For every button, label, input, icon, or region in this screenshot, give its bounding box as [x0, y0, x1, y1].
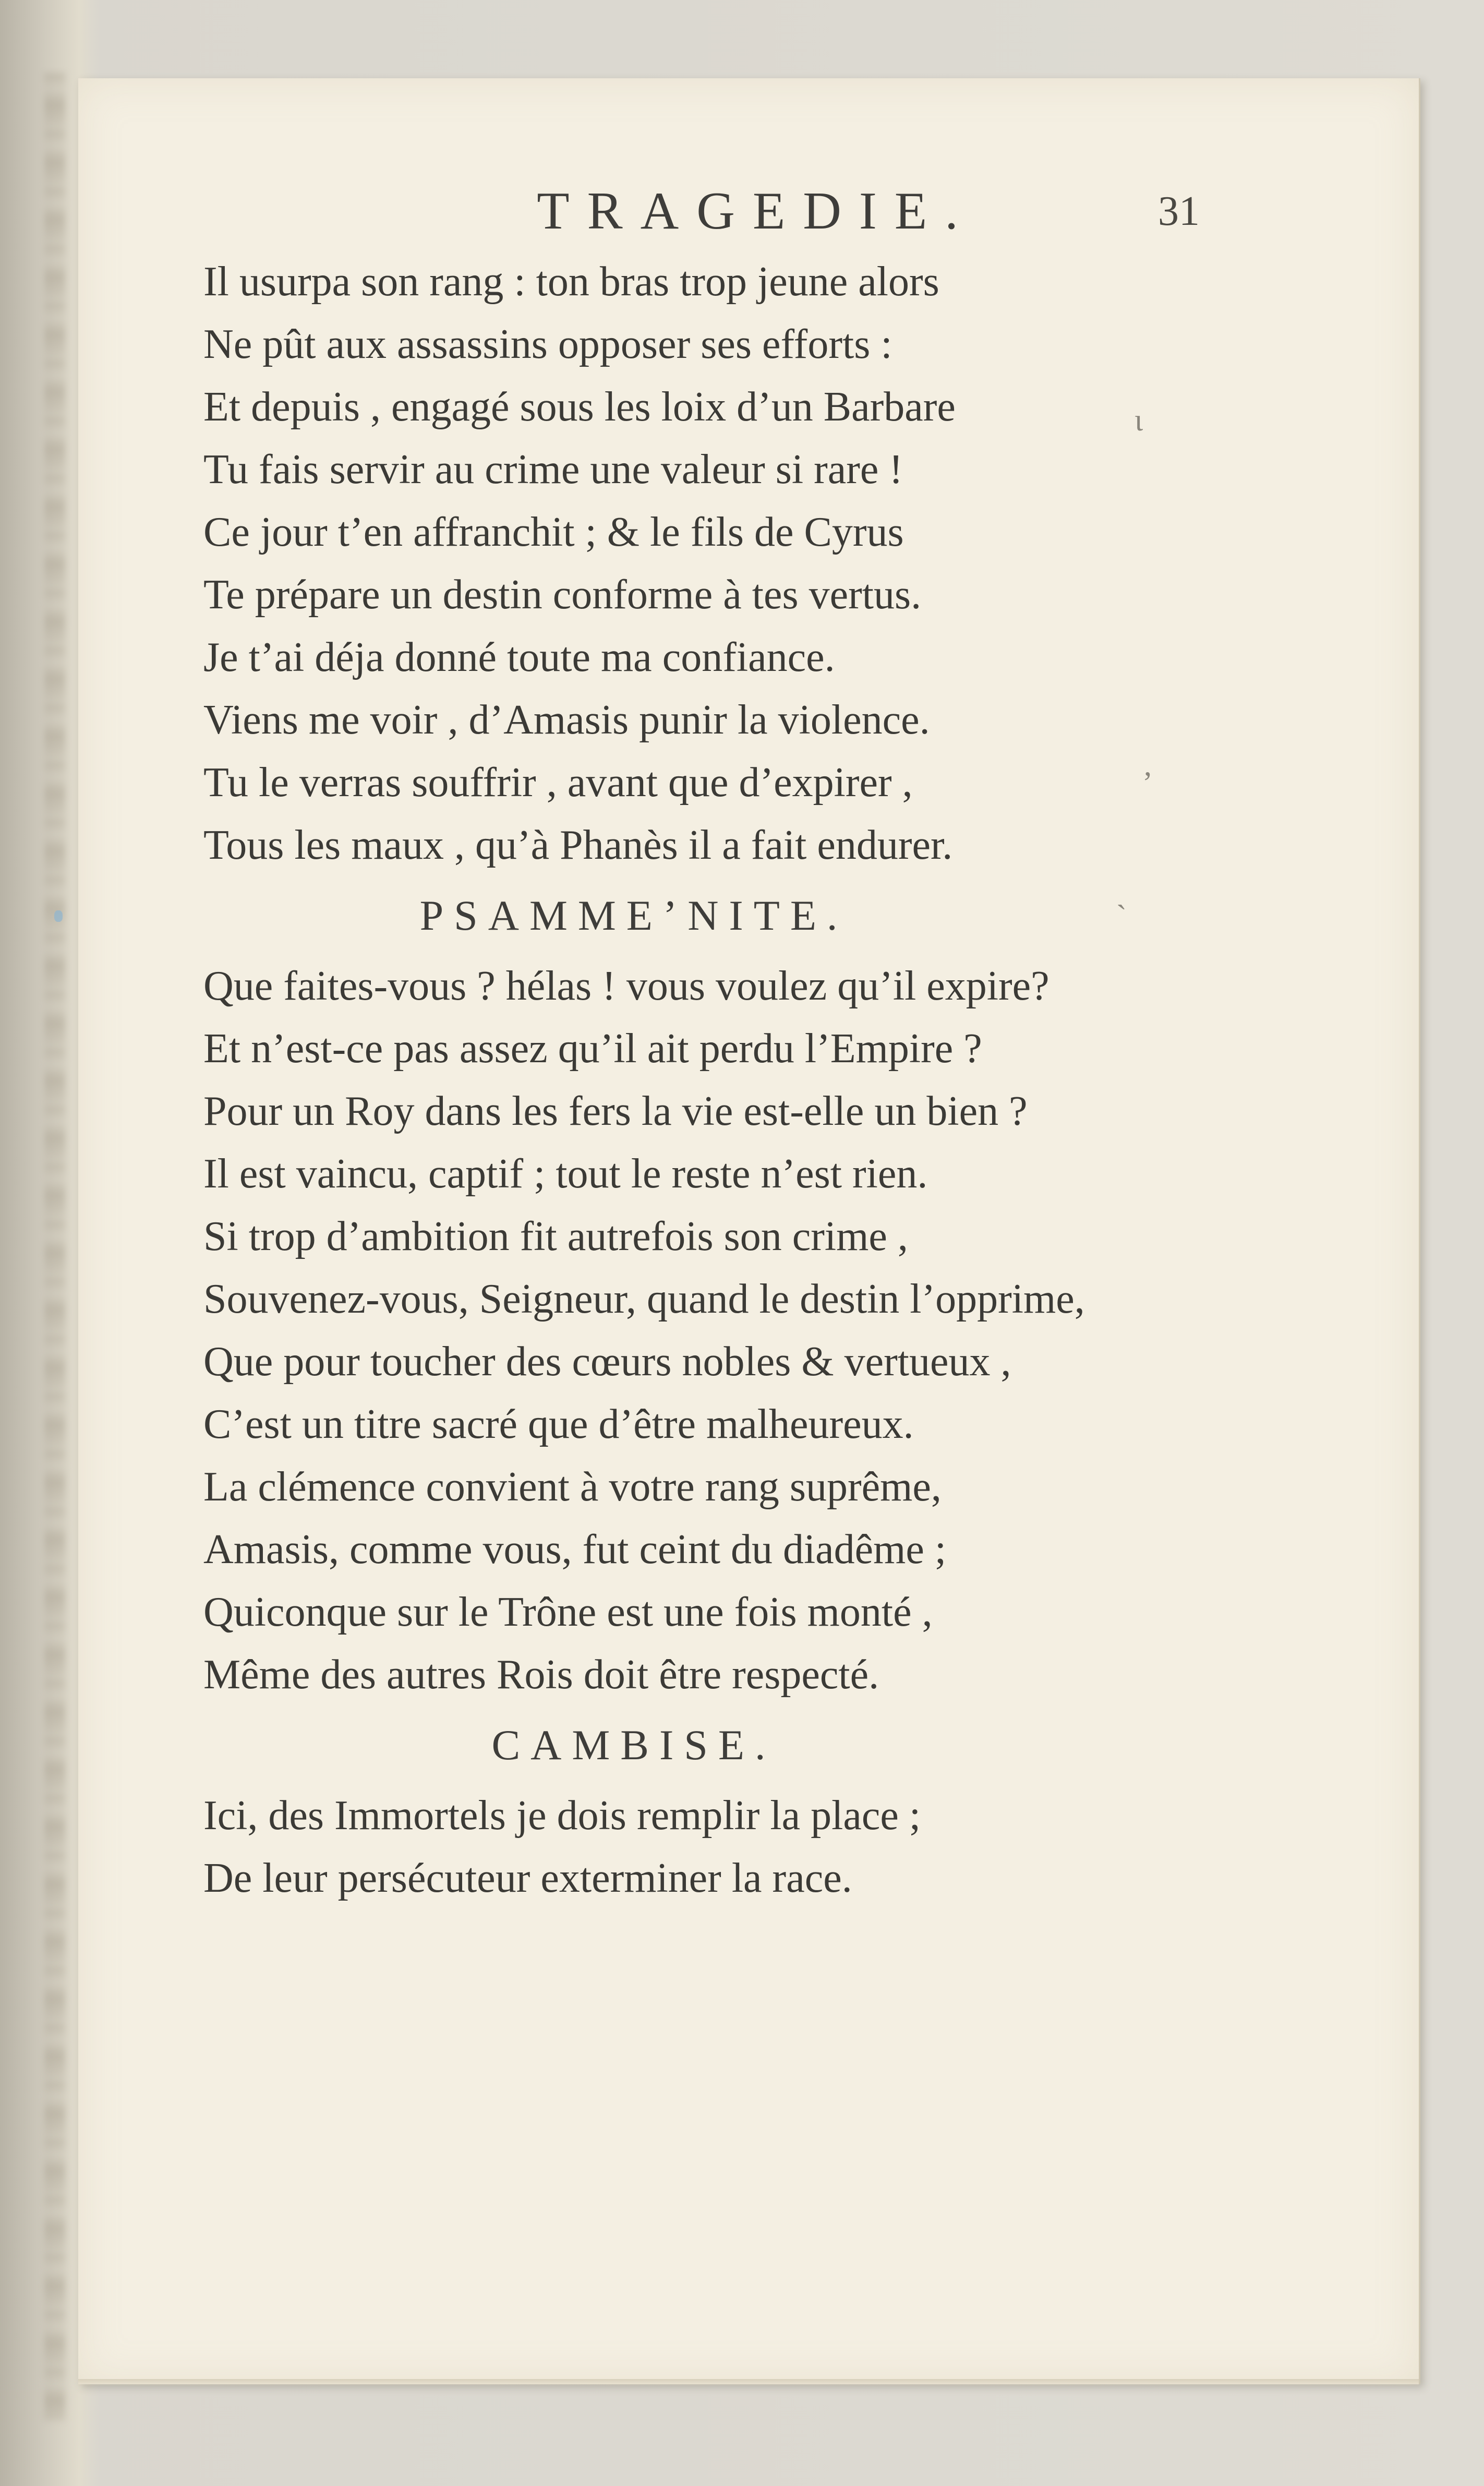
verse-line: Ce jour t’en affranchit ; & le fils de Cyrus: [203, 509, 904, 555]
verse-line: Même des autres Rois doit être respecté.: [203, 1652, 879, 1698]
verse-line: Amasis, comme vous, fut ceint du diadême ;: [203, 1527, 947, 1572]
speaker-name: PSAMME’NITE.: [419, 892, 848, 939]
verse-line: Tu le verras souffrir , avant que d’expirer ,: [203, 760, 913, 806]
verse-line: Tu fais servir au crime une valeur si rare !: [203, 447, 903, 493]
verse-line: C’est un titre sacré que d’être malheureux.: [203, 1401, 914, 1447]
verse-line: Ici, des Immortels je dois remplir la place ;: [203, 1793, 921, 1839]
verse-line: Que pour toucher des cœurs nobles & vertueux ,: [203, 1339, 1011, 1385]
verse-line: Quiconque sur le Trône est une fois monté ,: [203, 1589, 933, 1635]
verse-line: Que faites-vous ? hélas ! vous voulez qu’il expire?: [203, 963, 1049, 1009]
speaker-name: CAMBISE.: [491, 1721, 776, 1769]
verse-line: Il est vaincu, captif ; tout le reste n’est rien.: [203, 1151, 928, 1197]
running-head: [78, 183, 1419, 240]
verse-line: Et n’est-ce pas assez qu’il ait perdu l’Empire ?: [203, 1026, 982, 1072]
verse-block: [203, 250, 1325, 1920]
page-number: 31: [1158, 188, 1200, 234]
verse-line: Si trop d’ambition fit autrefois son crime ,: [203, 1214, 908, 1259]
margin-mark: ɩ: [1135, 403, 1143, 437]
blue-mark: [54, 910, 63, 922]
verse-line: De leur persécuteur exterminer la race.: [203, 1855, 852, 1901]
running-title: TRAGEDIE.: [537, 182, 976, 241]
verse-line: La clémence convient à votre rang suprême,: [203, 1464, 942, 1510]
margin-mark: ʼ: [1142, 765, 1153, 800]
binding-stain: [44, 73, 65, 2421]
verse-line: Il usurpa son rang : ton bras trop jeune alors: [203, 259, 939, 305]
page-bottom-edge: [78, 2379, 1419, 2386]
verse-line: Te prépare un destin conforme à tes vertus.: [203, 572, 922, 618]
verse-line: Tous les maux , qu’à Phanès il a fait endurer.: [203, 822, 953, 868]
verse-line: Souvenez-vous, Seigneur, quand le destin l’opprime,: [203, 1276, 1085, 1322]
margin-mark: ˎ: [1116, 875, 1127, 909]
verse-line: Et depuis , engagé sous les loix d’un Barbare: [203, 384, 956, 430]
verse-line: Pour un Roy dans les fers la vie est-elle un bien ?: [203, 1088, 1028, 1134]
verse-line: Ne pût aux assassins opposer ses efforts :: [203, 321, 892, 367]
verse-line: Viens me voir , d’Amasis punir la violence.: [203, 697, 930, 743]
verse-line: Je t’ai déja donné toute ma confiance.: [203, 634, 835, 680]
